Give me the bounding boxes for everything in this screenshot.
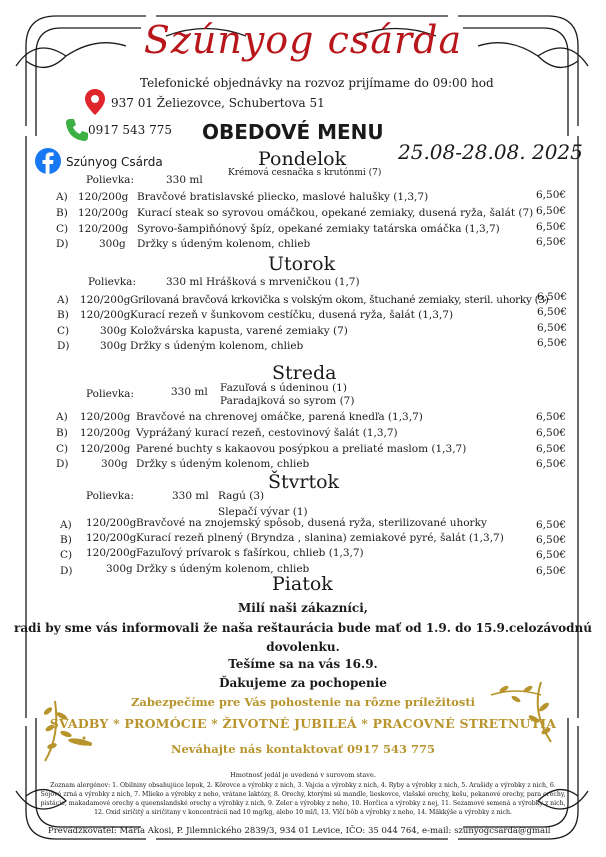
item-letter: B) — [56, 207, 68, 219]
item-qty: 120/200g — [86, 547, 137, 559]
item-qty: 120/200g — [80, 411, 131, 423]
facebook-icon[interactable] — [34, 147, 62, 175]
promo-catering: Zabezpečíme pre Vás pohostenie na rôzne príležitosti — [130, 695, 475, 709]
operator-info: Prevádzkovateľ: Mária Akosi, P. Jilemnického 2839/3, 934 01 Levice, IČO: 35 044 764, e-mail: szunyogcsarda@gmail — [48, 826, 551, 836]
menu-item-row — [0, 532, 606, 547]
soup-row-monday — [0, 168, 606, 189]
item-price: 6,50€ — [536, 458, 567, 470]
promo-contact[interactable]: Neváhajte nás kontaktovať 0917 543 775 — [170, 742, 436, 756]
notice-text: radi by sme vás informovali že naša reštaurácia bude mať od 1.9. do 15.9.celozávodnú — [14, 621, 592, 635]
item-letter: B) — [60, 534, 72, 546]
soup-label: Polievka: — [86, 490, 134, 502]
menu-item-row — [0, 238, 606, 253]
item-text: Bravčové na znojemský spôsob, dusená ryža, sterilizované uhorky — [136, 517, 487, 529]
day-heading-wednesday: Streda — [272, 362, 337, 384]
menu-item-row — [0, 207, 606, 222]
item-letter: A) — [60, 519, 72, 531]
item-price: 6,50€ — [536, 236, 567, 248]
item-qty: 120/200g — [80, 294, 131, 306]
menu-item-row — [0, 547, 606, 562]
soup-qty: 330 ml — [172, 490, 209, 502]
soup-qty: 330 ml — [166, 174, 203, 186]
item-price: 6,50€ — [537, 291, 568, 303]
address: 937 01 Želiezovce, Schubertova 51 — [111, 96, 325, 110]
item-qty: 300g — [99, 238, 126, 250]
menu-item-row — [0, 191, 606, 206]
item-price: 6,50€ — [536, 205, 567, 217]
item-text: Bravčové bratislavské pliecko, maslové halušky (1,3,7) — [137, 191, 429, 203]
item-text: Držky s údeným kolenom, chlieb — [136, 458, 310, 470]
item-letter: D) — [56, 458, 69, 470]
item-text: Bravčové na chrenovej omáčke, parená knedľa (1,3,7) — [136, 411, 423, 423]
notice-text-cont: dovolenku. — [266, 640, 340, 654]
soup-row-wednesday — [0, 382, 606, 407]
item-letter: A) — [56, 411, 68, 423]
date-range: 25.08-28.08. 2025 — [398, 140, 583, 164]
weight-note: Hmotnosť jedál je uvedená v surovom stave. — [230, 771, 376, 779]
soup-name-2: Slepačí vývar (1) — [218, 506, 308, 518]
item-text: Držky s údeným kolenom, chlieb — [130, 340, 304, 352]
menu-item-row — [0, 411, 606, 426]
menu-item-row — [0, 427, 606, 442]
item-qty: 300g — [100, 325, 127, 337]
allergens-line: pistácie, makadamové orechy a queenslandské orechy a výrobky z nich, 9. Zeler a výrobky z neho, 10. Horčica a výrobky z nej, 11. Sezamové semená a výrobky z nich, — [40, 800, 566, 807]
notice-thanks: Ďakujeme za pochopenie — [219, 676, 387, 690]
item-qty: 120/200g — [80, 309, 131, 321]
item-text: Kurací steak so syrovou omáčkou, opekané zemiaky, dusená ryža, šalát (7) — [137, 207, 534, 219]
item-price: 6,50€ — [537, 306, 568, 318]
soup-label: Polievka: — [86, 174, 134, 186]
item-price: 6,50€ — [536, 443, 567, 455]
order-note: Telefonické objednávky na rozvoz prijímame do 09:00 hod — [140, 76, 494, 90]
soup-name: Ragú (3) — [218, 490, 265, 502]
item-text: Kurací rezeň plnený (Bryndza , slanina) zemiakové pyré, šalát (1,3,7) — [136, 532, 504, 544]
item-qty: 120/200g — [78, 223, 129, 235]
item-price: 6,50€ — [537, 337, 568, 349]
item-text: Držky s údeným kolenom, chlieb — [137, 238, 311, 250]
soup-name-2: Paradajková so syrom (7) — [220, 395, 355, 407]
soup-name: Krémová cesnačka s krutónmi (7) — [228, 168, 382, 178]
menu-item-row — [0, 517, 606, 532]
item-price: 6,50€ — [536, 221, 567, 233]
soup-row-thursday — [0, 490, 606, 518]
menu-item-row — [0, 322, 606, 340]
allergens-line: Zoznam alergénov: 1. Obilniny obsahujúce lepok, 2. Kôrovce a výrobky z nich, 3. Vajcia a výrobky z nich, 4. Ryby a výrobky z nich, 5. Arašidy a výrobky z nich, 6. — [50, 782, 556, 789]
item-text: Syrovo-šampiňónový špíz, opekané zemiaky tatárska omáčka (1,3,7) — [137, 223, 500, 235]
item-letter: C) — [56, 223, 69, 235]
item-price: 6,50€ — [536, 534, 567, 546]
item-letter: C) — [57, 325, 70, 337]
item-letter: A) — [57, 294, 69, 306]
item-text: Vyprážaný kurací rezeň, cestovinový šalát (1,3,7) — [136, 427, 398, 439]
menu-item-row — [0, 443, 606, 458]
menu-item-row — [0, 291, 606, 309]
location-pin-icon — [84, 88, 106, 116]
restaurant-title: Szúnyog csárda — [143, 18, 463, 62]
item-letter: D) — [56, 238, 69, 250]
soup-label: Polievka: — [88, 276, 136, 288]
item-price: 6,50€ — [536, 427, 567, 439]
item-text: Držky s údeným kolenom, chlieb — [136, 563, 310, 575]
item-qty: 300g — [101, 458, 128, 470]
item-price: 6,50€ — [536, 519, 567, 531]
item-price: 6,50€ — [536, 549, 567, 561]
item-price: 6,50€ — [536, 411, 567, 423]
notice-greeting: Milí naši zákazníci, — [238, 601, 368, 615]
menu-item-row — [0, 223, 606, 238]
soup-qty: 330 ml — [171, 386, 208, 398]
item-letter: D) — [60, 565, 73, 577]
gold-leaf-ornament-right — [486, 677, 556, 747]
item-qty: 120/200g — [80, 427, 131, 439]
soup-name: Hrášková s mrveničkou (1,7) — [206, 276, 360, 288]
item-text: Koložvárska kapusta, varené zemiaky (7) — [130, 325, 348, 337]
day-heading-thursday: Štvrtok — [268, 471, 340, 493]
phone-icon — [64, 117, 90, 143]
menu-item-row — [0, 337, 606, 355]
soup-row-tuesday — [0, 276, 606, 291]
facebook-page-name[interactable]: Szúnyog Csárda — [66, 155, 163, 169]
item-letter: C) — [60, 549, 73, 561]
notice-reopen: Tešíme sa na vás 16.9. — [228, 657, 378, 671]
item-letter: B) — [57, 309, 69, 321]
day-heading-monday: Pondelok — [258, 148, 347, 170]
day-heading-tuesday: Utorok — [268, 253, 336, 275]
item-price: 6,50€ — [536, 189, 567, 201]
item-letter: C) — [56, 443, 69, 455]
item-price: 6,50€ — [537, 322, 568, 334]
menu-title: OBEDOVÉ MENU — [202, 120, 384, 144]
soup-qty: 330 ml — [166, 276, 203, 288]
item-qty: 300g — [106, 563, 133, 575]
item-letter: B) — [56, 427, 68, 439]
item-text: Grilovaná bravčová krkovička s volským okom, štuchané zemiaky, steril. uhorky (3) — [130, 294, 549, 306]
item-letter: D) — [57, 340, 70, 352]
menu-item-row — [0, 306, 606, 324]
item-qty: 120/200g — [80, 443, 131, 455]
phone-number[interactable]: 0917 543 775 — [88, 123, 172, 137]
item-text: Fazuľový prívarok s fašírkou, chlieb (1,3,7) — [136, 547, 364, 559]
day-heading-friday: Piatok — [272, 573, 333, 595]
soup-label: Polievka: — [86, 388, 134, 400]
allergens-line: Sójové zrná a výrobky z nich, 7. Mlieko a výrobky z neho, vrátane laktózy, 8. Orechy, ktorými sú mandle, lieskovce, vlašské orechy, kešu, pekanové orechy, para orechy, — [40, 791, 566, 798]
item-qty: 300g — [100, 340, 127, 352]
promo-occasions: SVADBY * PROMÓCIE * ŽIVOTNÉ JUBILEÁ * PRACOVNÉ STRETNUTIA — [49, 716, 557, 731]
item-price: 6,50€ — [536, 565, 567, 577]
item-qty: 120/200g — [78, 207, 129, 219]
allergens-line: 12. Oxid siričitý a siričitany v koncentrácii nad 10 mg/kg, alebo 10 ml/l, 13. Vlčí bôb a výrobky z neho, 14. Mäkkýše a výrobky z nich. — [94, 809, 512, 816]
soup-name: Fazuľová s údeninou (1) — [220, 382, 347, 394]
item-letter: A) — [56, 191, 68, 203]
item-text: Kurací rezeň v šunkovom cestíčku, dusená ryža, šalát (1,3,7) — [130, 309, 454, 321]
item-qty: 120/200g — [78, 191, 129, 203]
item-qty: 120/200g — [86, 532, 137, 544]
item-qty: 120/200g — [86, 517, 137, 529]
item-text: Parené buchty s kakaovou posýpkou a preliaté maslom (1,3,7) — [136, 443, 467, 455]
